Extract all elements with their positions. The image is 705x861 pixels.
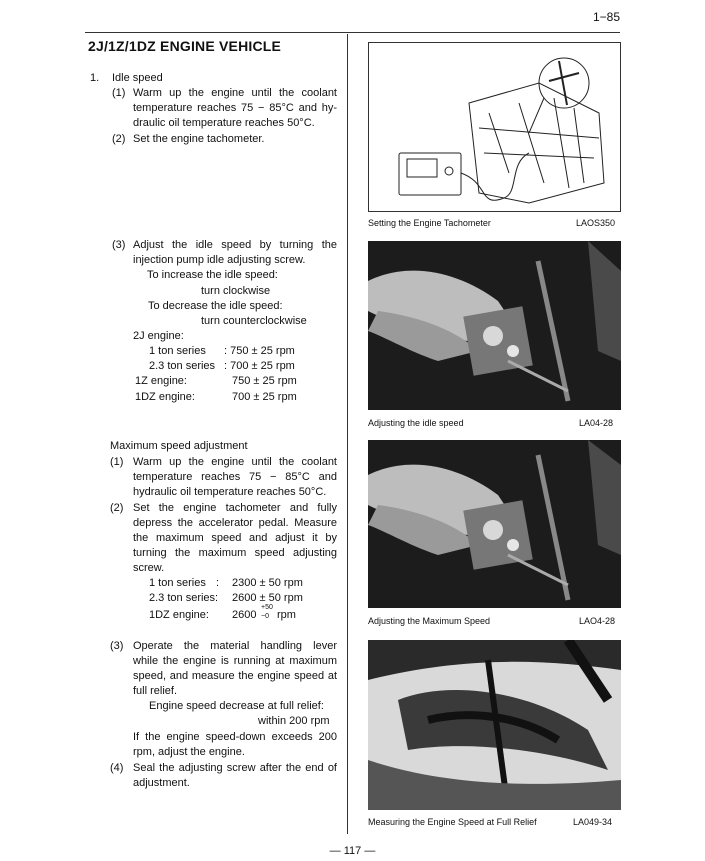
step-marker: (2) xyxy=(112,133,126,145)
step-text: full relief. xyxy=(133,685,178,697)
page-number: 1−85 xyxy=(592,10,620,24)
section-title: 2J/1Z/1DZ ENGINE VEHICLE xyxy=(88,38,282,54)
step-text: Warm up the engine until the coolant xyxy=(133,456,337,468)
step-text: turning the maximum speed adjusting xyxy=(133,547,337,559)
step-text: Set the engine tachometer. xyxy=(133,133,265,145)
column-divider xyxy=(347,34,348,834)
spec-label: 1Z engine: xyxy=(135,375,187,387)
step-text: the maximum speed and adjust it by xyxy=(133,532,337,544)
step-number: 1. xyxy=(90,72,100,84)
relief-photo-image xyxy=(368,640,621,810)
spec-value: 2600 xyxy=(232,609,257,621)
step-text: Seal the adjusting screw after the end of xyxy=(133,762,337,774)
step-marker: (3) xyxy=(110,640,124,652)
spec-label: 1DZ engine: xyxy=(149,609,209,621)
instruction: To increase the idle speed: xyxy=(147,269,278,281)
spec-label: 1 ton series xyxy=(149,345,206,357)
spec-label: Engine speed decrease at full relief: xyxy=(149,700,324,712)
header-rule xyxy=(85,32,620,33)
step-text: Adjust the idle speed by turning the xyxy=(133,239,337,251)
tolerance-plus: +50 xyxy=(261,604,273,611)
step-text: speed, and measure the engine speed at xyxy=(133,670,337,682)
step-text: rpm, adjust the engine. xyxy=(133,746,245,758)
figure-caption: Setting the Engine Tachometer xyxy=(368,218,491,228)
figure-caption: Adjusting the Maximum Speed xyxy=(368,616,491,626)
step-text: screw. xyxy=(133,562,165,574)
spec-unit: rpm xyxy=(277,609,296,621)
figure-idle-photo xyxy=(368,241,621,410)
step-text: depress the accelerator pedal. Measure xyxy=(133,517,337,529)
spec-value: 2300 ± 50 rpm xyxy=(232,577,303,589)
idle-heading: Idle speed xyxy=(112,72,163,84)
step-marker: (3) xyxy=(112,239,126,251)
step-text: adjustment. xyxy=(133,777,190,789)
footer-page-number: — 117 — xyxy=(329,845,376,857)
spec-value: : 700 ± 25 rpm xyxy=(224,360,295,372)
figure-code: LA049-34 xyxy=(573,817,613,827)
step-text: Set the engine tachometer and fully xyxy=(133,502,337,514)
spec-value: : 750 ± 25 rpm xyxy=(224,345,295,357)
spec-label: 1DZ engine: xyxy=(135,391,195,403)
figure-caption: Adjusting the idle speed xyxy=(368,418,464,428)
step-text: Operate the material handling lever xyxy=(133,640,337,652)
figure-code: LA04-28 xyxy=(579,418,614,428)
step-text: Warm up the engine until the coolant xyxy=(133,87,337,99)
tolerance-minus: −0 xyxy=(261,613,269,620)
figure-relief-photo xyxy=(368,640,621,810)
figure-tachometer xyxy=(368,42,621,212)
maxspeed-photo-image xyxy=(368,440,621,608)
step-marker: (4) xyxy=(110,762,124,774)
spec-value: 700 ± 25 rpm xyxy=(232,391,297,403)
idle-photo-image xyxy=(368,241,621,410)
spec-value: 750 ± 25 rpm xyxy=(232,375,297,387)
spec-label: 2.3 ton series xyxy=(149,360,216,372)
step-text: temperature reaches 75 − 85°C and xyxy=(133,471,337,483)
figure-maxspeed-photo xyxy=(368,440,621,608)
step-text: draulic oil temperature reaches 50°C. xyxy=(133,117,315,129)
step-text: hydraulic oil temperature reaches 50°C. xyxy=(133,486,327,498)
spec-value: 2600 ± 50 rpm xyxy=(232,592,303,604)
step-text: while the engine is running at maximum xyxy=(133,655,337,667)
spec-value: within 200 rpm xyxy=(258,715,330,727)
spec-colon: : xyxy=(216,577,220,589)
spec-label: 1 ton series xyxy=(149,577,206,589)
figure-code: LAO4-28 xyxy=(579,616,616,626)
step-text: If the engine speed-down exceeds 200 xyxy=(133,731,337,743)
spec-label: 2.3 ton series: xyxy=(149,592,219,604)
instruction-direction: turn clockwise xyxy=(201,285,271,297)
figure-code: LAOS350 xyxy=(576,218,616,228)
step-marker: (2) xyxy=(110,502,124,514)
figure-caption: Measuring the Engine Speed at Full Relief xyxy=(368,817,537,827)
max-heading: Maximum speed adjustment xyxy=(110,440,248,452)
step-marker: (1) xyxy=(110,456,124,468)
instruction-direction: turn counterclockwise xyxy=(201,315,307,327)
step-marker: (1) xyxy=(112,87,126,99)
step-text: temperature reaches 75 − 85°C and hy- xyxy=(133,102,337,114)
instruction: To decrease the idle speed: xyxy=(148,300,283,312)
tachometer-illustration xyxy=(369,43,620,211)
step-text: injection pump idle adjusting screw. xyxy=(133,254,306,266)
engine-label: 2J engine: xyxy=(133,330,184,342)
